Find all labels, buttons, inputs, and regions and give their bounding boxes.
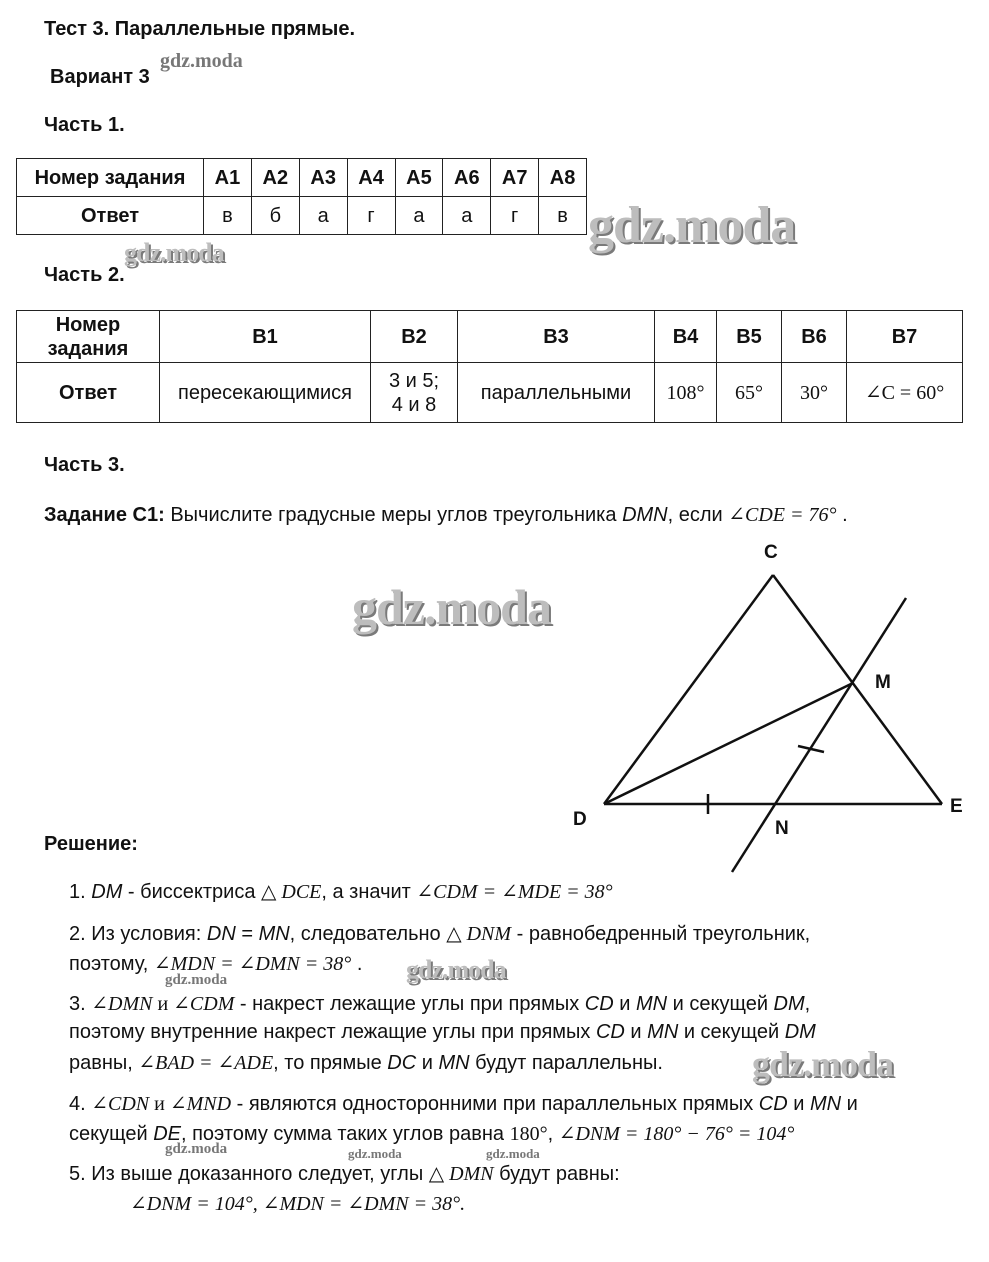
s3-e: - накрест лежащие углы при прямых (234, 993, 585, 1015)
table2-answer: 65° (717, 363, 782, 423)
s3-q: MN (647, 1021, 679, 1043)
table1-answer: а (299, 197, 347, 235)
s2-g: - равнобедренный треугольник, (511, 923, 811, 945)
table1-task: А6 (443, 159, 491, 197)
solution-step-5a (69, 1161, 620, 1186)
s4-p: , (547, 1123, 559, 1145)
s4-b: ∠CDN (91, 1093, 150, 1115)
task-condition: ∠CDE = 76° (728, 504, 837, 526)
solution-step-2a (69, 921, 810, 946)
table1-task: А8 (539, 159, 587, 197)
s3-u: ∠BAD = ∠ADE (138, 1052, 274, 1074)
table1-answer: в (539, 197, 587, 235)
watermark: gdz.moda (588, 197, 796, 254)
s4-c: и (149, 1093, 170, 1115)
table2-answer: пересекающимися (160, 363, 371, 423)
s4-k: и (841, 1093, 858, 1115)
s2-c: = (235, 923, 259, 945)
table1-answer: г (491, 197, 539, 235)
solution-step-4a (69, 1091, 858, 1116)
table1-answer: а (395, 197, 443, 235)
s5-b: △ DMN (428, 1163, 494, 1185)
s4-h: MN (809, 1093, 842, 1115)
table1-answer: а (443, 197, 491, 235)
s3-d: ∠CDM (173, 993, 235, 1015)
s4-n: , поэтому сумма таких углов равна (180, 1123, 510, 1145)
s3-n: поэтому внутренние накрест лежащие углы при прямых (69, 1021, 596, 1043)
s4-f: CD (758, 1093, 788, 1115)
table1-task: А4 (347, 159, 395, 197)
table2-task: В6 (782, 311, 847, 363)
s3-p: и (624, 1021, 648, 1043)
s2-e: , следовательно (289, 923, 447, 945)
watermark: gdz.moda (124, 238, 224, 267)
solution-step-3c (69, 1050, 663, 1075)
table1-answer-label: Ответ (17, 197, 204, 235)
variant-label: Вариант 3 (50, 66, 150, 88)
table2-task: В2 (371, 311, 458, 363)
part3-heading: Часть 3. (44, 454, 125, 476)
table2-b2-line2: 4 и 8 (391, 393, 437, 416)
s2-b: DN (206, 923, 236, 945)
table2-answer: 108° (655, 363, 717, 423)
s2-d: MN (258, 923, 290, 945)
page-title: Тест 3. Параллельные прямые. (44, 18, 355, 40)
task-text: Вычислите градусные меры углов треугольника (164, 504, 623, 526)
solution-step-5b: ∠DNM = 104°, ∠MDN = ∠DMN = 38°. (130, 1193, 466, 1215)
s2-a: 2. Из условия: (69, 923, 207, 945)
s4-l: секущей (69, 1123, 154, 1145)
table2-answer-label: Ответ (17, 363, 160, 423)
table1-answer: г (347, 197, 395, 235)
s3-s: DM (784, 1021, 816, 1043)
watermark: gdz.moda (348, 1146, 402, 1161)
s3-g: и (613, 993, 636, 1015)
label-c: C (764, 542, 778, 563)
solution-heading: Решение: (44, 833, 138, 855)
side-dc (604, 575, 773, 804)
table1-header-label: Номер задания (17, 159, 204, 197)
s4-q: ∠DNM = 180° − 76° = 104° (558, 1123, 795, 1145)
table2-header-line1: Номер (55, 313, 121, 336)
s3-h: MN (635, 993, 668, 1015)
s4-o: 180° (509, 1123, 548, 1145)
s3-k: и секущей (667, 993, 774, 1015)
watermark: gdz.moda (160, 50, 243, 72)
part2-heading: Часть 2. (44, 264, 125, 286)
s1-b: DM (91, 881, 123, 903)
table2-task: В3 (458, 311, 655, 363)
s3-w: DC (387, 1052, 417, 1074)
task-text2: , если (667, 504, 729, 526)
s4-a: 4. (69, 1093, 92, 1115)
s3-y: MN (438, 1052, 470, 1074)
s3-b: ∠DMN (91, 993, 153, 1015)
label-n: N (775, 818, 789, 839)
s2-i: ∠MDN = ∠DMN = 38° (153, 953, 352, 975)
task-label: Задание С1: (44, 504, 165, 526)
table1-task: А2 (251, 159, 299, 197)
table2-task: В4 (655, 311, 717, 363)
watermark: gdz.moda (406, 955, 506, 984)
table1-task: А3 (299, 159, 347, 197)
watermark: gdz.moda (752, 1044, 894, 1084)
label-m: M (875, 672, 891, 693)
table2-task: В7 (847, 311, 963, 363)
s5-c: будут равны: (493, 1163, 620, 1185)
s2-f: △ DNM (446, 923, 512, 945)
s1-d: △ DCE (261, 881, 322, 903)
s1-e: , а значит (321, 881, 417, 903)
s1-f: ∠CDM = ∠MDE = 38° (416, 881, 613, 903)
table2-header-line2: задания (47, 337, 129, 360)
s4-g: и (787, 1093, 810, 1115)
s2-h: поэтому, (69, 953, 154, 975)
s3-v: , то прямые (273, 1052, 388, 1074)
s3-m: , (804, 993, 811, 1015)
table1-answer: в (204, 197, 252, 235)
s4-d: ∠MND (169, 1093, 232, 1115)
table2-b2-line1: 3 и 5; (388, 369, 440, 392)
solution-step-1 (69, 879, 613, 904)
s3-l: DM (773, 993, 805, 1015)
table1-answer: б (251, 197, 299, 235)
s3-o: CD (595, 1021, 625, 1043)
watermark: gdz.moda (165, 972, 228, 988)
table2-task: В5 (717, 311, 782, 363)
table1-task: А7 (491, 159, 539, 197)
s3-c: и (152, 993, 174, 1015)
s5-a: 5. Из выше доказанного следует, углы (69, 1163, 429, 1185)
task-end: . (836, 504, 848, 526)
s2-j: . (351, 953, 363, 975)
s3-t: равны, (69, 1052, 139, 1074)
s3-r: и секущей (678, 1021, 785, 1043)
s3-a: 3. (69, 993, 92, 1015)
table2-answer: ∠C = 60° (847, 363, 963, 423)
s1-c: - биссектриса (122, 881, 261, 903)
s4-e: - являются односторонними при параллельных прямых (231, 1093, 759, 1115)
s4-m: DE (153, 1123, 181, 1145)
label-e: E (950, 796, 963, 817)
task-triangle: DMN (622, 504, 668, 526)
watermark: gdz.moda (486, 1146, 540, 1161)
table1-task: А1 (204, 159, 252, 197)
watermark: gdz.moda (165, 1141, 228, 1157)
label-d: D (573, 809, 587, 830)
bisector-dm (604, 683, 853, 804)
watermark: gdz.moda (352, 579, 551, 635)
table2-answer: 30° (782, 363, 847, 423)
s3-f: CD (584, 993, 614, 1015)
table2-answer: параллельными (458, 363, 655, 423)
solution-step-3b (69, 1021, 816, 1044)
part1-heading: Часть 1. (44, 114, 125, 136)
s3-x: и (416, 1052, 439, 1074)
solution-step-3a (69, 991, 810, 1016)
table1-task: А5 (395, 159, 443, 197)
s1-a: 1. (69, 881, 92, 903)
s3-z: будут параллельны. (469, 1052, 663, 1074)
table2-task: В1 (160, 311, 371, 363)
